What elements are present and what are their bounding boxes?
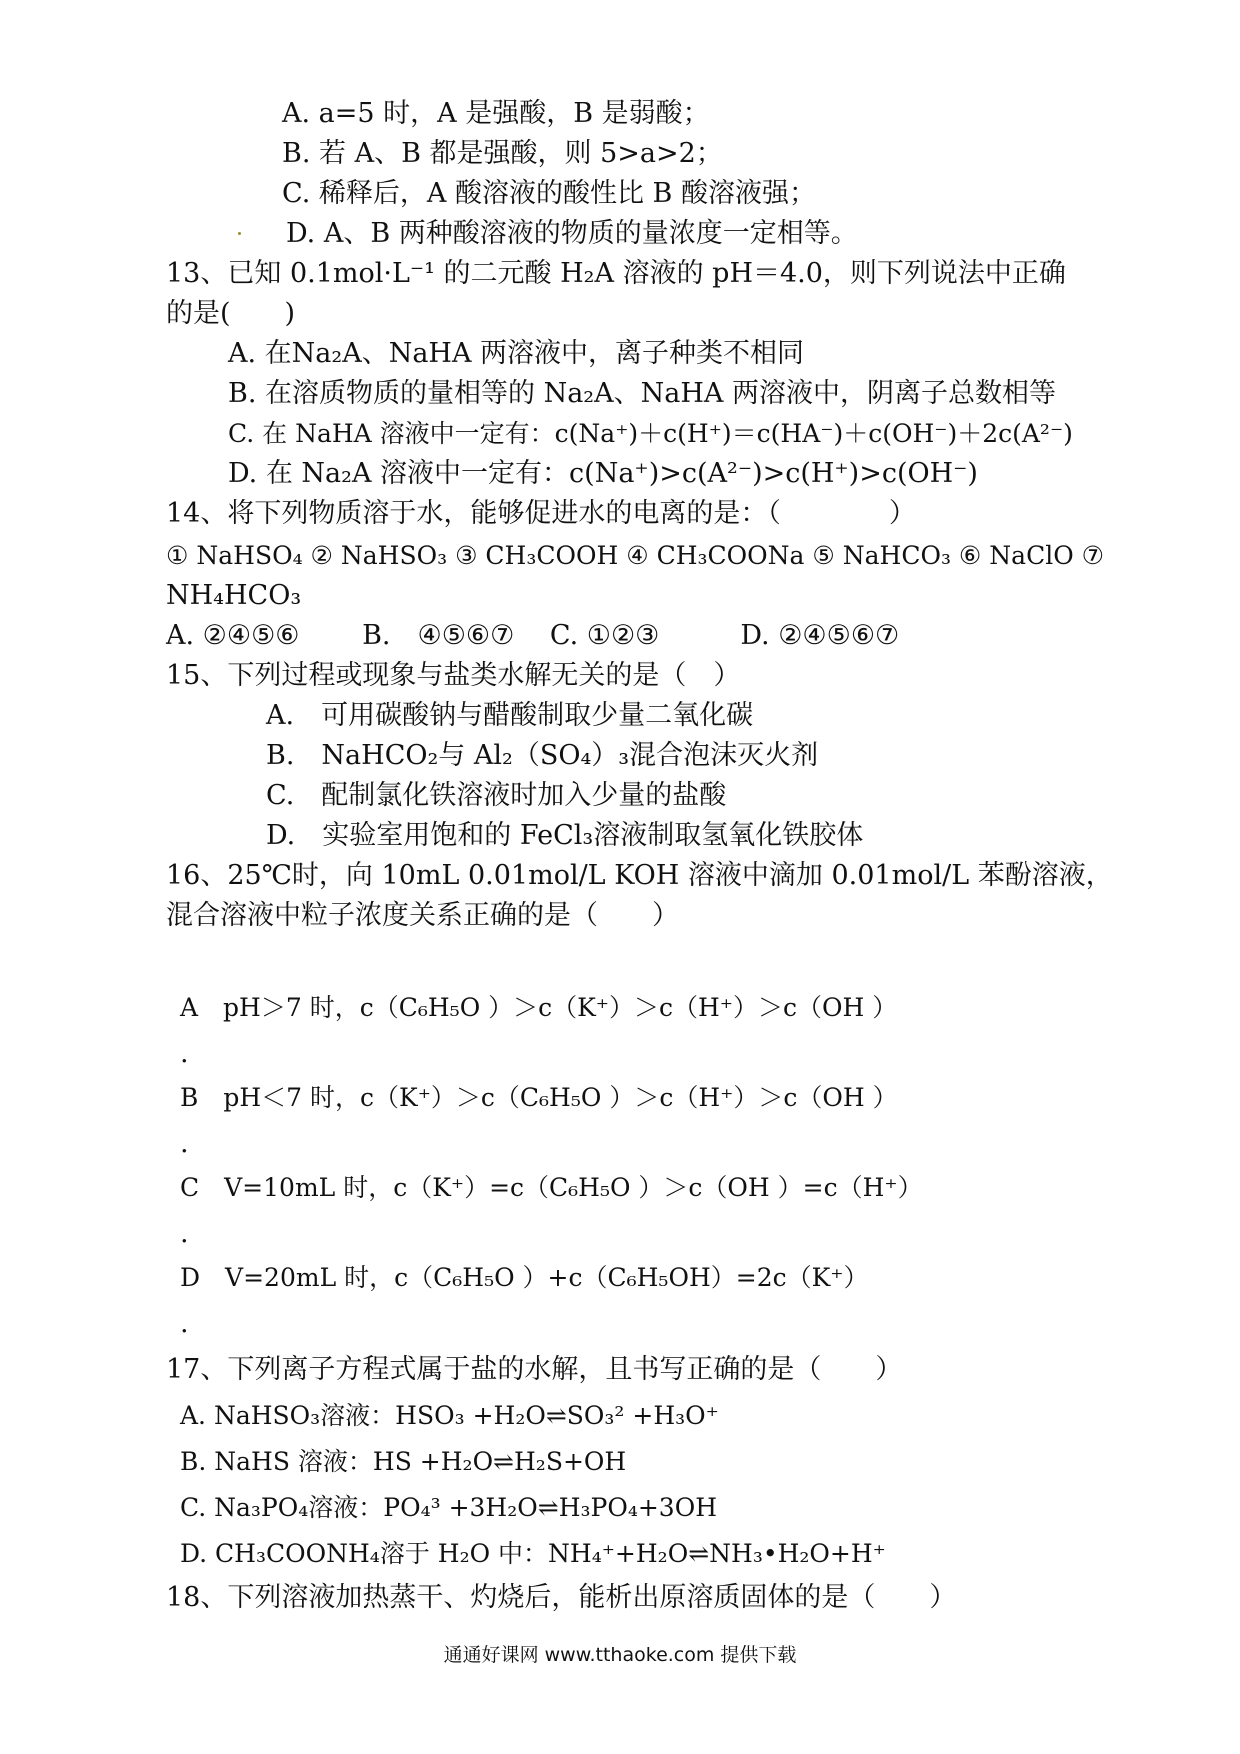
q16-option-c: C V=10mL 时，c（K⁺）=c（C₆H₅O ）＞c（OH ）=c（H⁺）: [180, 1173, 923, 1202]
q14-list-cont: NH₄HCO₃: [166, 580, 302, 611]
q15-option-c: C. 配制氯化铁溶液时加入少量的盐酸: [266, 780, 727, 811]
q16-stem: 16、25℃时，向 10mL 0.01mol/L KOH 溶液中滴加 0.01mol/L 苯酚溶液，: [166, 860, 1113, 891]
q17-option-b: B. NaHS 溶液：HS +H₂O⇌H₂S+OH: [180, 1447, 627, 1476]
q14-stem: 14、将下列物质溶于水，能够促进水的电离的是：（ ）: [166, 498, 916, 529]
q16-option-d: D V=20mL 时，c（C₆H₅O ）+c（C₆H₅OH）=2c（K⁺）: [180, 1263, 869, 1292]
q13-option-c: C. 在 NaHA 溶液中一定有：c(Na⁺)＋c(H⁺)＝c(HA⁻)＋c(OH⁻)＋2c(A²⁻): [228, 419, 1073, 448]
q16-option-b-dot: .: [180, 1128, 189, 1159]
q12-option-a: A. a=5 时，A 是强酸，B 是弱酸；: [282, 98, 710, 129]
q12-option-b: B. 若 A、B 都是强酸，则 5>a>2；: [282, 138, 723, 169]
q17-option-d: D. CH₃COONH₄溶于 H₂O 中：NH₄⁺+H₂O⇌NH₃•H₂O+H⁺: [180, 1539, 886, 1568]
q14-list: ① NaHSO₄ ② NaHSO₃ ③ CH₃COOH ④ CH₃COONa ⑤ NaHCO₃ ⑥ NaClO ⑦: [166, 541, 1105, 570]
q16-option-a: A pH＞7 时，c（C₆H₅O ）＞c（K⁺）＞c（H⁺）＞c（OH ）: [180, 993, 898, 1022]
q12-option-d: D. A、B 两种酸溶液的物质的量浓度一定相等。: [286, 218, 858, 249]
q16-option-c-dot: .: [180, 1218, 189, 1249]
q15-option-d: D. 实验室用饱和的 FeCl₃溶液制取氢氧化铁胶体: [266, 820, 864, 851]
stray-mark: [238, 232, 241, 235]
q13-option-b: B. 在溶质物质的量相等的 Na₂A、NaHA 两溶液中，阴离子总数相等: [228, 378, 1056, 409]
q15-stem: 15、下列过程或现象与盐类水解无关的是（ ）: [166, 660, 741, 691]
q14-options: A. ②④⑤⑥ B. ④⑤⑥⑦ C. ①②③ D. ②④⑤⑥⑦: [166, 620, 900, 651]
q16-stem-cont: 混合溶液中粒子浓度关系正确的是（ ）: [166, 900, 679, 931]
q16-option-b: B pH＜7 时，c（K⁺）＞c（C₆H₅O ）＞c（H⁺）＞c（OH ）: [180, 1083, 898, 1112]
q13-stem: 13、已知 0.1mol·L⁻¹ 的二元酸 H₂A 溶液的 pH＝4.0，则下列说法中正确: [166, 258, 1066, 289]
q16-option-a-dot: .: [180, 1038, 189, 1069]
q17-option-a: A. NaHSO₃溶液：HSO₃ +H₂O⇌SO₃² +H₃O⁺: [180, 1401, 719, 1430]
q12-option-c: C. 稀释后，A 酸溶液的酸性比 B 酸溶液强；: [282, 178, 816, 209]
q18-stem: 18、下列溶液加热蒸干、灼烧后，能析出原溶质固体的是（ ）: [166, 1582, 957, 1613]
q15-option-b: B. NaHCO₂与 Al₂（SO₄）₃混合泡沫灭火剂: [266, 740, 819, 771]
page-footer: 通通好课网 www.tthaoke.com 提供下载: [443, 1644, 797, 1666]
q13-option-d: D. 在 Na₂A 溶液中一定有：c(Na⁺)>c(A²⁻)>c(H⁺)>c(OH⁻): [228, 458, 978, 489]
q15-option-a: A. 可用碳酸钠与醋酸制取少量二氧化碳: [266, 700, 754, 731]
q17-option-c: C. Na₃PO₄溶液：PO₄³ +3H₂O⇌H₃PO₄+3OH: [180, 1493, 718, 1522]
q16-option-d-dot: .: [180, 1308, 189, 1339]
q13-stem-cont: 的是( ): [166, 298, 296, 329]
q13-option-a: A. 在Na₂A、NaHA 两溶液中，离子种类不相同: [228, 338, 805, 369]
q17-stem: 17、下列离子方程式属于盐的水解，且书写正确的是（ ）: [166, 1354, 903, 1385]
